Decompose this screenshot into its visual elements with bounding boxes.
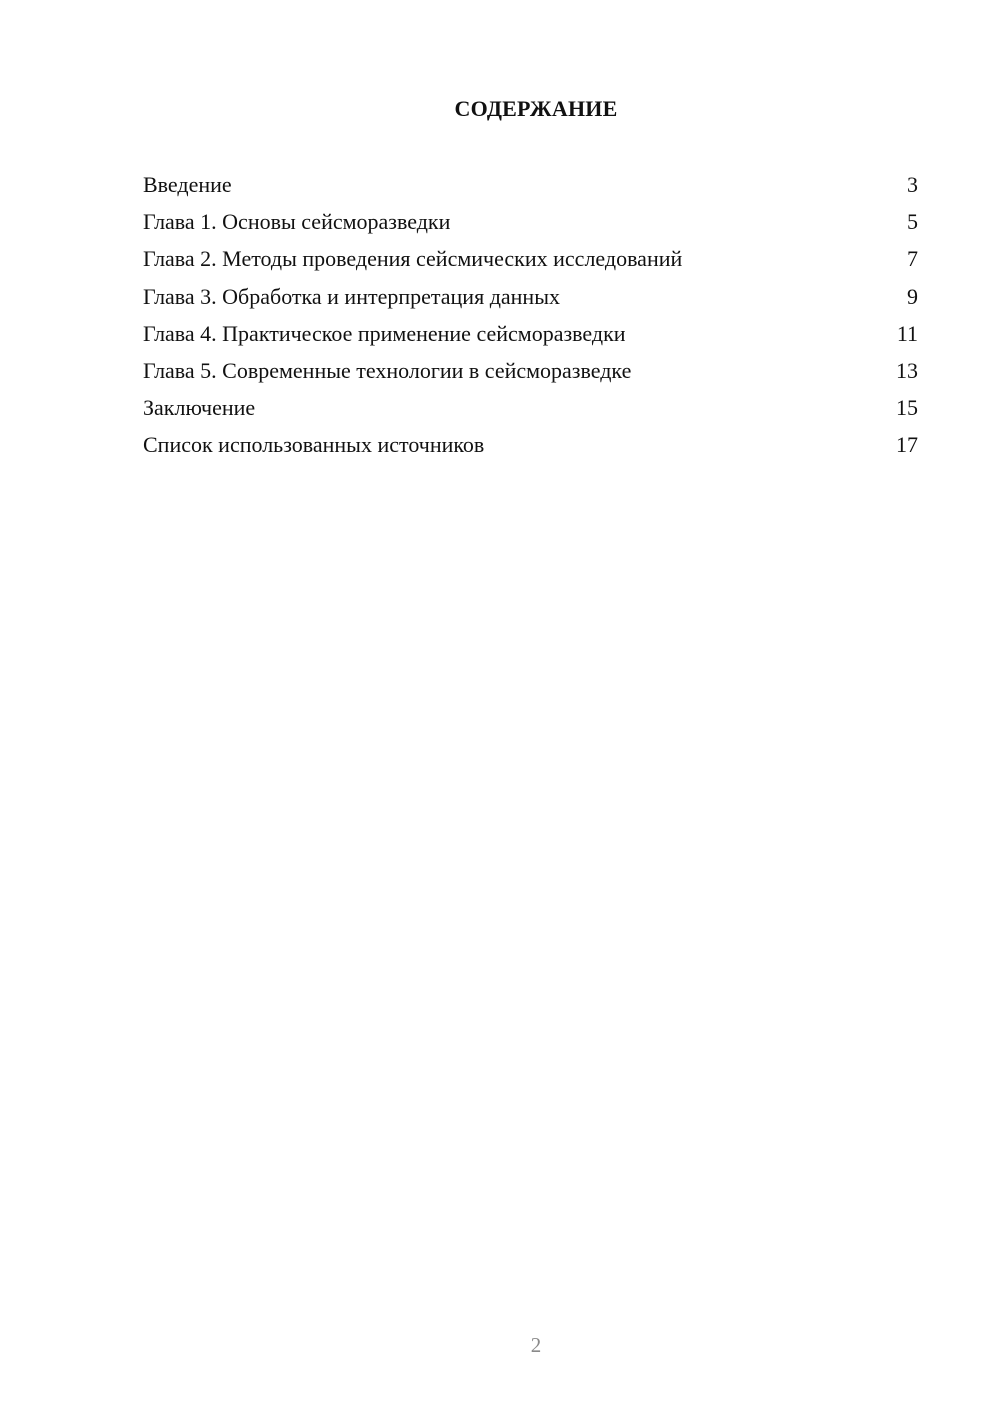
toc-entry-title: Список использованных источников	[143, 432, 485, 458]
toc-entry-references	[143, 426, 918, 463]
page-title: СОДЕРЖАНИЕ	[454, 96, 618, 121]
toc-entry-title: Глава 4. Практическое применение сейсморазведки	[143, 320, 626, 346]
toc-entry-page: 13	[896, 357, 918, 383]
toc-entry-title: Введение	[143, 172, 232, 197]
toc-entry-page: 9	[907, 283, 918, 309]
toc-entry-title: Глава 3. Обработка и интерпретация данных	[143, 283, 560, 309]
toc-entry-introduction	[143, 166, 918, 203]
toc-entry-page: 11	[896, 320, 918, 346]
page-number: 2	[530, 1333, 542, 1357]
toc-entry-title: Глава 5. Современные технологии в сейсморазведке	[143, 357, 632, 383]
toc-entry-page: 7	[907, 246, 918, 272]
toc-entry-page: 17	[896, 432, 918, 458]
toc-entry-conclusion	[143, 389, 918, 426]
toc-entry-chapter-4	[143, 315, 918, 352]
toc-entry-title: Глава 2. Методы проведения сейсмических исследований	[143, 246, 683, 272]
toc-entry-chapter-5	[143, 352, 918, 389]
toc-entry-chapter-1	[143, 203, 918, 240]
toc-entry-page: 3	[907, 172, 918, 197]
toc-entry-title: Заключение	[143, 395, 256, 421]
toc-entry-chapter-2	[143, 240, 918, 277]
table-of-contents	[143, 166, 918, 464]
toc-entry-title: Глава 1. Основы сейсморазведки	[143, 209, 451, 235]
toc-entry-page: 5	[907, 209, 918, 235]
toc-entry-page: 15	[896, 395, 918, 421]
toc-entry-chapter-3	[143, 278, 918, 315]
